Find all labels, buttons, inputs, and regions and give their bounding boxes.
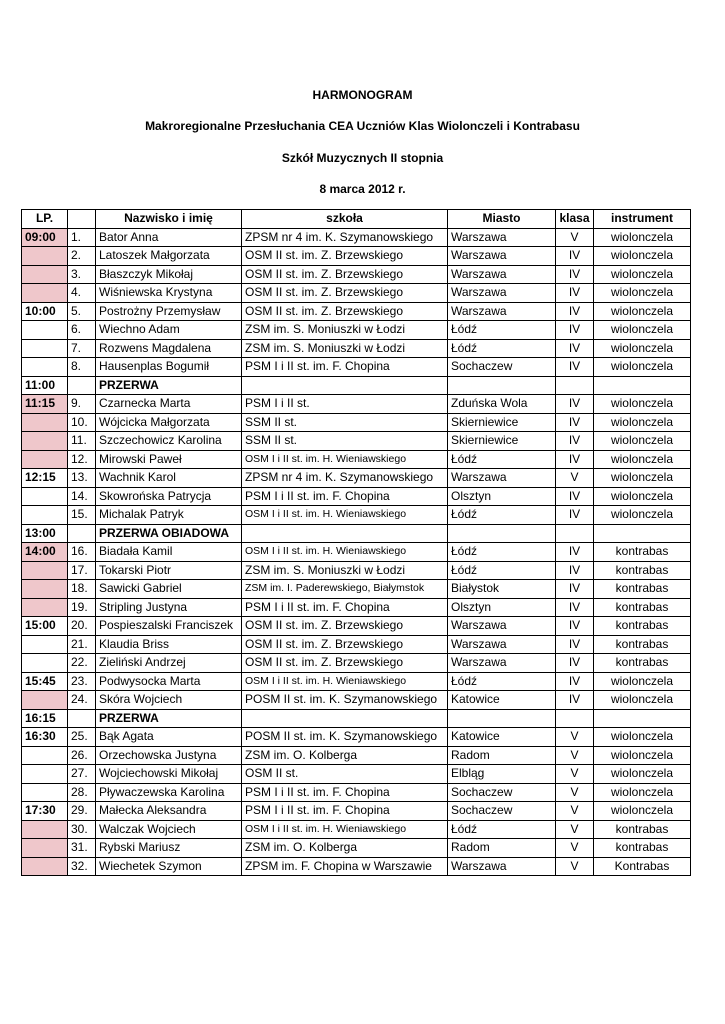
city-cell: Łódź — [448, 561, 556, 580]
num-cell: 10. — [68, 413, 96, 432]
instrument-cell: wiolonczela — [594, 802, 691, 821]
instrument-cell: kontrabas — [594, 839, 691, 858]
instrument-cell: wiolonczela — [594, 358, 691, 377]
school-cell: PSM I i II st. — [242, 395, 448, 414]
school-cell: ZPSM nr 4 im. K. Szymanowskiego — [242, 228, 448, 247]
table-row — [22, 617, 691, 636]
class-cell — [556, 709, 594, 728]
school-cell: OSM II st. im. Z. Brzewskiego — [242, 617, 448, 636]
col-header-city: Miasto — [448, 210, 556, 229]
table-row — [22, 543, 691, 562]
school-cell: PSM I i II st. im. F. Chopina — [242, 802, 448, 821]
school-cell: OSM II st. im. Z. Brzewskiego — [242, 302, 448, 321]
instrument-cell: wiolonczela — [594, 247, 691, 266]
col-header-instrument: instrument — [594, 210, 691, 229]
table-row — [22, 654, 691, 673]
city-cell: Katowice — [448, 691, 556, 710]
city-cell: Łódź — [448, 543, 556, 562]
city-cell: Białystok — [448, 580, 556, 599]
school-cell: OSM II st. — [242, 765, 448, 784]
instrument-cell: wiolonczela — [594, 487, 691, 506]
time-cell — [22, 321, 68, 340]
time-cell — [22, 561, 68, 580]
school-cell: PSM I i II st. im. F. Chopina — [242, 358, 448, 377]
class-cell — [556, 524, 594, 543]
time-cell: 15:45 — [22, 672, 68, 691]
table-row — [22, 746, 691, 765]
class-cell: IV — [556, 450, 594, 469]
class-cell: IV — [556, 543, 594, 562]
school-cell — [242, 709, 448, 728]
time-cell: 14:00 — [22, 543, 68, 562]
city-cell: Skierniewice — [448, 413, 556, 432]
time-cell: 17:30 — [22, 802, 68, 821]
city-cell: Warszawa — [448, 617, 556, 636]
time-cell — [22, 783, 68, 802]
school-cell: OSM II st. im. Z. Brzewskiego — [242, 265, 448, 284]
time-cell — [22, 339, 68, 358]
city-cell: Łódź — [448, 506, 556, 525]
class-cell: V — [556, 469, 594, 488]
table-row — [22, 432, 691, 451]
city-cell: Zduńska Wola — [448, 395, 556, 414]
school-level: Szkół Muzycznych II stopnia — [281, 151, 444, 165]
city-cell: Sochaczew — [448, 802, 556, 821]
school-cell: OSM II st. im. Z. Brzewskiego — [242, 247, 448, 266]
city-cell: Łódź — [448, 339, 556, 358]
city-cell: Warszawa — [448, 302, 556, 321]
class-cell: IV — [556, 580, 594, 599]
name-cell: Szczechowicz Karolina — [96, 432, 242, 451]
instrument-cell: wiolonczela — [594, 302, 691, 321]
table-row — [22, 247, 691, 266]
num-cell: 17. — [68, 561, 96, 580]
num-cell: 22. — [68, 654, 96, 673]
num-cell — [68, 709, 96, 728]
num-cell: 30. — [68, 820, 96, 839]
name-cell: Wojciechowski Mikołaj — [96, 765, 242, 784]
class-cell: V — [556, 820, 594, 839]
class-cell: IV — [556, 635, 594, 654]
time-cell — [22, 839, 68, 858]
school-cell: ZSM im. O. Kolberga — [242, 746, 448, 765]
num-cell: 21. — [68, 635, 96, 654]
school-cell: ZSM im. O. Kolberga — [242, 839, 448, 858]
class-cell: IV — [556, 598, 594, 617]
school-cell: POSM II st. im. K. Szymanowskiego — [242, 728, 448, 747]
school-cell: OSM I i II st. im. H. Wieniawskiego — [242, 672, 448, 691]
city-cell: Łódź — [448, 820, 556, 839]
class-cell: IV — [556, 339, 594, 358]
class-cell: V — [556, 746, 594, 765]
time-cell — [22, 746, 68, 765]
city-cell: Łódź — [448, 321, 556, 340]
name-cell: Rybski Mariusz — [96, 839, 242, 858]
instrument-cell: wiolonczela — [594, 783, 691, 802]
instrument-cell: kontrabas — [594, 580, 691, 599]
school-cell: OSM I i II st. im. H. Wieniawskiego — [242, 543, 448, 562]
table-row — [22, 450, 691, 469]
time-cell — [22, 413, 68, 432]
num-cell — [68, 376, 96, 395]
class-cell: V — [556, 857, 594, 876]
class-cell — [556, 376, 594, 395]
name-cell: Latoszek Małgorzata — [96, 247, 242, 266]
name-cell: Tokarski Piotr — [96, 561, 242, 580]
col-header-lp: LP. — [22, 210, 68, 229]
city-cell: Łódź — [448, 450, 556, 469]
name-cell: Stripling Justyna — [96, 598, 242, 617]
time-cell — [22, 432, 68, 451]
instrument-cell: wiolonczela — [594, 469, 691, 488]
school-cell: ZSM im. I. Paderewskiego, Białymstok — [242, 580, 448, 599]
name-cell: Wiechno Adam — [96, 321, 242, 340]
school-cell: SSM II st. — [242, 432, 448, 451]
class-cell: V — [556, 765, 594, 784]
table-row — [22, 284, 691, 303]
instrument-cell: wiolonczela — [594, 265, 691, 284]
break-label: PRZERWA — [96, 709, 242, 728]
table-row — [22, 321, 691, 340]
table-row — [22, 358, 691, 377]
break-row — [22, 524, 691, 543]
city-cell: Warszawa — [448, 247, 556, 266]
name-cell: Pospieszalski Franciszek — [96, 617, 242, 636]
time-cell: 11:15 — [22, 395, 68, 414]
instrument-cell: kontrabas — [594, 598, 691, 617]
instrument-cell: kontrabas — [594, 543, 691, 562]
school-cell — [242, 524, 448, 543]
instrument-cell — [594, 524, 691, 543]
school-cell: ZSM im. S. Moniuszki w Łodzi — [242, 321, 448, 340]
col-header-num — [68, 210, 96, 229]
school-cell: ZSM im. S. Moniuszki w Łodzi — [242, 339, 448, 358]
city-cell — [448, 376, 556, 395]
instrument-cell: wiolonczela — [594, 450, 691, 469]
num-cell: 27. — [68, 765, 96, 784]
time-cell — [22, 450, 68, 469]
city-cell — [448, 524, 556, 543]
name-cell: Hausenplas Bogumił — [96, 358, 242, 377]
num-cell: 32. — [68, 857, 96, 876]
name-cell: Rozwens Magdalena — [96, 339, 242, 358]
instrument-cell: kontrabas — [594, 617, 691, 636]
class-cell: V — [556, 728, 594, 747]
name-cell: Pływaczewska Karolina — [96, 783, 242, 802]
event-name: Makroregionalne Przesłuchania CEA Uczniów Klas Wiolonczeli i Kontrabasu — [145, 119, 580, 133]
time-cell: 15:00 — [22, 617, 68, 636]
name-cell: Orzechowska Justyna — [96, 746, 242, 765]
name-cell: Mirowski Paweł — [96, 450, 242, 469]
num-cell: 26. — [68, 746, 96, 765]
instrument-cell: wiolonczela — [594, 506, 691, 525]
class-cell: IV — [556, 302, 594, 321]
name-cell: Walczak Wojciech — [96, 820, 242, 839]
table-row — [22, 635, 691, 654]
num-cell: 13. — [68, 469, 96, 488]
city-cell: Warszawa — [448, 265, 556, 284]
class-cell: IV — [556, 432, 594, 451]
table-row — [22, 228, 691, 247]
school-cell: ZPSM nr 4 im. K. Szymanowskiego — [242, 469, 448, 488]
name-cell: Biadała Kamil — [96, 543, 242, 562]
table-row — [22, 802, 691, 821]
city-cell: Warszawa — [448, 469, 556, 488]
table-row — [22, 339, 691, 358]
instrument-cell: wiolonczela — [594, 746, 691, 765]
time-cell: 11:00 — [22, 376, 68, 395]
city-cell: Sochaczew — [448, 783, 556, 802]
instrument-cell: kontrabas — [594, 654, 691, 673]
city-cell: Radom — [448, 746, 556, 765]
table-row — [22, 413, 691, 432]
school-cell: ZPSM im. F. Chopina w Warszawie — [242, 857, 448, 876]
num-cell: 16. — [68, 543, 96, 562]
school-cell: ZSM im. S. Moniuszki w Łodzi — [242, 561, 448, 580]
class-cell: IV — [556, 561, 594, 580]
instrument-cell: wiolonczela — [594, 228, 691, 247]
num-cell: 24. — [68, 691, 96, 710]
time-cell — [22, 506, 68, 525]
table-row — [22, 302, 691, 321]
city-cell — [448, 709, 556, 728]
event-date: 8 marca 2012 r. — [319, 182, 406, 196]
school-cell: OSM I i II st. im. H. Wieniawskiego — [242, 820, 448, 839]
instrument-cell: wiolonczela — [594, 413, 691, 432]
num-cell — [68, 524, 96, 543]
class-cell: IV — [556, 691, 594, 710]
time-cell — [22, 247, 68, 266]
time-cell — [22, 265, 68, 284]
name-cell: Klaudia Briss — [96, 635, 242, 654]
instrument-cell: wiolonczela — [594, 765, 691, 784]
time-cell — [22, 358, 68, 377]
num-cell: 19. — [68, 598, 96, 617]
instrument-cell — [594, 376, 691, 395]
time-cell — [22, 691, 68, 710]
name-cell: Wachnik Karol — [96, 469, 242, 488]
class-cell: IV — [556, 654, 594, 673]
num-cell: 20. — [68, 617, 96, 636]
num-cell: 1. — [68, 228, 96, 247]
time-cell — [22, 820, 68, 839]
instrument-cell: wiolonczela — [594, 339, 691, 358]
name-cell: Skowrońska Patrycja — [96, 487, 242, 506]
instrument-cell: kontrabas — [594, 635, 691, 654]
table-row — [22, 265, 691, 284]
num-cell: 5. — [68, 302, 96, 321]
instrument-cell: kontrabas — [594, 561, 691, 580]
city-cell: Warszawa — [448, 654, 556, 673]
time-cell — [22, 580, 68, 599]
class-cell: IV — [556, 321, 594, 340]
num-cell: 31. — [68, 839, 96, 858]
city-cell: Skierniewice — [448, 432, 556, 451]
class-cell: V — [556, 802, 594, 821]
instrument-cell: kontrabas — [594, 820, 691, 839]
table-row — [22, 691, 691, 710]
city-cell: Warszawa — [448, 228, 556, 247]
time-cell: 10:00 — [22, 302, 68, 321]
instrument-cell: wiolonczela — [594, 321, 691, 340]
break-label: PRZERWA — [96, 376, 242, 395]
col-header-name: Nazwisko i imię — [96, 210, 242, 229]
instrument-cell: wiolonczela — [594, 691, 691, 710]
name-cell: Czarnecka Marta — [96, 395, 242, 414]
time-cell: 09:00 — [22, 228, 68, 247]
school-cell: OSM II st. im. Z. Brzewskiego — [242, 654, 448, 673]
time-cell — [22, 284, 68, 303]
time-cell — [22, 654, 68, 673]
break-row — [22, 709, 691, 728]
name-cell: Zieliński Andrzej — [96, 654, 242, 673]
table-row — [22, 783, 691, 802]
city-cell: Warszawa — [448, 635, 556, 654]
time-cell — [22, 765, 68, 784]
time-cell: 16:15 — [22, 709, 68, 728]
city-cell: Katowice — [448, 728, 556, 747]
city-cell: Olsztyn — [448, 598, 556, 617]
school-cell: SSM II st. — [242, 413, 448, 432]
table-row — [22, 820, 691, 839]
school-cell: PSM I i II st. im. F. Chopina — [242, 487, 448, 506]
school-cell: PSM I i II st. im. F. Chopina — [242, 598, 448, 617]
class-cell: IV — [556, 487, 594, 506]
name-cell: Skóra Wojciech — [96, 691, 242, 710]
city-cell: Elbląg — [448, 765, 556, 784]
num-cell: 15. — [68, 506, 96, 525]
time-cell: 16:30 — [22, 728, 68, 747]
num-cell: 23. — [68, 672, 96, 691]
class-cell: IV — [556, 672, 594, 691]
name-cell: Wiśniewska Krystyna — [96, 284, 242, 303]
name-cell: Błaszczyk Mikołaj — [96, 265, 242, 284]
instrument-cell — [594, 709, 691, 728]
time-cell — [22, 857, 68, 876]
city-cell: Sochaczew — [448, 358, 556, 377]
num-cell: 3. — [68, 265, 96, 284]
num-cell: 11. — [68, 432, 96, 451]
name-cell: Postrożny Przemysław — [96, 302, 242, 321]
class-cell: IV — [556, 284, 594, 303]
time-cell: 12:15 — [22, 469, 68, 488]
class-cell: IV — [556, 617, 594, 636]
school-cell: OSM I i II st. im. H. Wieniawskiego — [242, 506, 448, 525]
col-header-class: klasa — [556, 210, 594, 229]
name-cell: Bąk Agata — [96, 728, 242, 747]
table-row — [22, 598, 691, 617]
city-cell: Łódź — [448, 672, 556, 691]
num-cell: 7. — [68, 339, 96, 358]
table-row — [22, 580, 691, 599]
num-cell: 29. — [68, 802, 96, 821]
table-row — [22, 469, 691, 488]
class-cell: IV — [556, 247, 594, 266]
table-row — [22, 672, 691, 691]
num-cell: 6. — [68, 321, 96, 340]
num-cell: 18. — [68, 580, 96, 599]
time-cell — [22, 598, 68, 617]
name-cell: Sawicki Gabriel — [96, 580, 242, 599]
name-cell: Wiechetek Szymon — [96, 857, 242, 876]
class-cell: IV — [556, 506, 594, 525]
city-cell: Warszawa — [448, 284, 556, 303]
name-cell: Bator Anna — [96, 228, 242, 247]
instrument-cell: Kontrabas — [594, 857, 691, 876]
instrument-cell: wiolonczela — [594, 432, 691, 451]
instrument-cell: wiolonczela — [594, 672, 691, 691]
num-cell: 12. — [68, 450, 96, 469]
time-cell: 13:00 — [22, 524, 68, 543]
table-row — [22, 857, 691, 876]
table-row — [22, 728, 691, 747]
time-cell — [22, 487, 68, 506]
class-cell: V — [556, 839, 594, 858]
class-cell: IV — [556, 265, 594, 284]
table-row — [22, 765, 691, 784]
table-row — [22, 506, 691, 525]
num-cell: 2. — [68, 247, 96, 266]
instrument-cell: wiolonczela — [594, 284, 691, 303]
instrument-cell: wiolonczela — [594, 395, 691, 414]
schedule-table — [21, 209, 691, 876]
class-cell: IV — [556, 413, 594, 432]
col-header-school: szkoła — [242, 210, 448, 229]
name-cell: Wójcicka Małgorzata — [96, 413, 242, 432]
table-row — [22, 487, 691, 506]
num-cell: 25. — [68, 728, 96, 747]
time-cell — [22, 635, 68, 654]
table-row — [22, 561, 691, 580]
break-label: PRZERWA OBIADOWA — [96, 524, 242, 543]
class-cell: V — [556, 228, 594, 247]
school-cell — [242, 376, 448, 395]
table-row — [22, 395, 691, 414]
name-cell: Podwysocka Marta — [96, 672, 242, 691]
school-cell: OSM I i II st. im. H. Wieniawskiego — [242, 450, 448, 469]
table-row — [22, 839, 691, 858]
table-header-row — [22, 210, 691, 229]
document-title: HARMONOGRAM — [312, 88, 413, 102]
break-row — [22, 376, 691, 395]
city-cell: Radom — [448, 839, 556, 858]
school-cell: PSM I i II st. im. F. Chopina — [242, 783, 448, 802]
name-cell: Michalak Patryk — [96, 506, 242, 525]
class-cell: IV — [556, 358, 594, 377]
city-cell: Olsztyn — [448, 487, 556, 506]
name-cell: Małecka Aleksandra — [96, 802, 242, 821]
num-cell: 9. — [68, 395, 96, 414]
instrument-cell: wiolonczela — [594, 728, 691, 747]
num-cell: 28. — [68, 783, 96, 802]
school-cell: POSM II st. im. K. Szymanowskiego — [242, 691, 448, 710]
school-cell: OSM II st. im. Z. Brzewskiego — [242, 284, 448, 303]
num-cell: 14. — [68, 487, 96, 506]
class-cell: V — [556, 783, 594, 802]
num-cell: 8. — [68, 358, 96, 377]
num-cell: 4. — [68, 284, 96, 303]
class-cell: IV — [556, 395, 594, 414]
school-cell: OSM II st. im. Z. Brzewskiego — [242, 635, 448, 654]
city-cell: Warszawa — [448, 857, 556, 876]
